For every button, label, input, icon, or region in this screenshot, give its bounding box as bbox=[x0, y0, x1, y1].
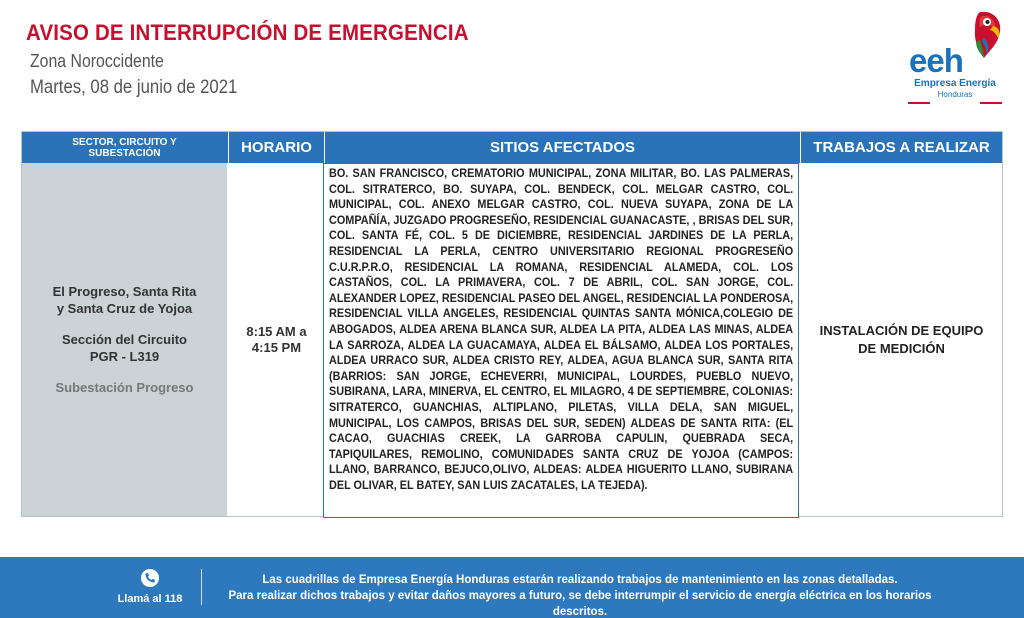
header-sites: SITIOS AFECTADOS bbox=[489, 139, 635, 156]
footer-message-line-2: Para realizar dichos trabajos y evitar daños mayores a futuro, se debe interrumpir el servicio de energía eléctrica en los horarios descritos. bbox=[228, 590, 932, 618]
footer-message bbox=[210, 572, 950, 618]
logo-country-name: Honduras bbox=[937, 90, 973, 99]
work-cell bbox=[801, 163, 1002, 516]
call-label: Llamá al 118 bbox=[117, 593, 183, 605]
footer-message-line-1: Las cuadrillas de Empresa Energía Honduras estarán realizando trabajos de mantenimiento en las zonas detalladas. bbox=[262, 574, 898, 586]
logo-company-name: Empresa Energía bbox=[914, 78, 996, 89]
sector-line-2: y Santa Cruz de Yojoa bbox=[56, 301, 193, 316]
header-work: TRABAJOS A REALIZAR bbox=[813, 139, 990, 156]
logo-underline-left bbox=[908, 102, 930, 104]
schedule-cell bbox=[229, 163, 324, 516]
section-line-1: Sección del Circuito bbox=[62, 332, 187, 347]
work-line-2: DE MEDICIÓN bbox=[858, 340, 945, 356]
sites-text: BO. SAN FRANCISCO, CREMATORIO MUNICIPAL, ZONA MILITAR, BO. LAS PALMERAS, COL. SITRATERCO, BO. SUYAPA, COL. BENDECK, COL. MELGAR CASTRO, COL. MUNICIPAL, COL. ANEXO MELGAR CASTRO, COL. NUEVA SUYAPA, ZONA DE LA COMPAÑÍA, JUZGADO PROGRESEÑO, RESIDENCIAL GUANACASTE, , BRISAS DEL SUR, COL. SANTA FÉ, COL. 5 DE DICIEMBRE, RESIDENCIAL JARDINES DE LA PERLA, RESIDENCIAL LA PERLA, CENTRO UNIVERSITARIO REGIONAL PROGRESEÑO C.U.R.P.R.O, RESIDENCIAL LA ROMANA, RESIDENCIAL ALAMEDA, COL. LOS CASTAÑOS, COL. LA PRIMAVERA, COL. 7 DE ABRIL, COL. SAN JORGE, COL. ALEXANDER LOPEZ, RESIDENCIAL PASEO DEL ANGEL, RESIDENCIAL LA PONDEROSA, RESIDENCIAL VILLA ANGELES, RESIDENCIAL QUINTAS SANTA MÓNICA,COLEGIO DE ABOGADOS, ALDEA ARENA BLANCA SUR, ALDEA LA PITA, ALDEA LAS MINAS, ALDEA LA SARROZA, ALDEA LA GUACAMAYA, ALDEA EL BÁLSAMO, ALDEA LOS PORTALES, ALDEA URRACO SUR, ALDEA CRISTO REY, ALDEA, AGUA BLANCA SUR, SANTA RITA (BARRIOS: SAN JORGE, ECHEVERRI, MUNICIPAL, LOURDES, PUEBLO NUEVO, SUBIRANA, LARA, MINERVA, EL CENTRO, EL MILAGRO, 4 DE SEPTIEMBRE, COLONIAS: SITRATERCO, GUANCHIAS, ALTIPLANO, PILETAS, VILLA DELA, SAN MIGUEL, MUNICIPAL, LOS CAMPOS, BRISAS DEL SUR, SEDEN) ALDEAS DE SANTA RITA: (EL CACAO, GUACHIAS CREEK, LA GARROBA CAPULIN, QUEBRADA SECA, TAPIQUILARES, REMOLINO, COMUNIDADES SANTA CRUZ DE YOJOA (CAMPOS: LLANO, BARRANCO, BEJUCO,OLIVO, ALDEAS: ALDEA HIGUERITO LLANO, SUBIRANA DEL OLIVAR, EL BATEY, SAN LUIS ZACATALES, LA TEJEDA). bbox=[329, 166, 794, 492]
eeh-logo bbox=[900, 10, 1010, 110]
schedule-end: 4:15 PM bbox=[251, 339, 302, 355]
work-line-1: INSTALACIÓN DE EQUIPO bbox=[819, 322, 984, 338]
date-subtitle: Martes, 08 de junio de 2021 bbox=[30, 77, 238, 98]
section-line-2: PGR - L319 bbox=[89, 349, 160, 364]
phone-icon bbox=[141, 569, 159, 587]
table-header bbox=[22, 132, 1002, 163]
substation-label: Subestación Progreso bbox=[55, 380, 194, 395]
footer-banner bbox=[0, 557, 1024, 618]
header-sector: SECTOR, CIRCUITO Y SUBESTACIÓN bbox=[72, 136, 177, 159]
schedule-start: 8:15 AM a bbox=[246, 323, 307, 339]
parrot-logo-icon bbox=[960, 10, 1002, 60]
footer-divider bbox=[201, 569, 202, 605]
outage-table bbox=[21, 131, 1003, 517]
sector-line-1: El Progreso, Santa Rita bbox=[52, 284, 197, 299]
sites-cell bbox=[323, 163, 799, 518]
header-schedule: HORARIO bbox=[241, 139, 312, 156]
logo-underline-right bbox=[980, 102, 1002, 104]
page-title: AVISO DE INTERRUPCIÓN DE EMERGENCIA bbox=[26, 20, 469, 45]
zone-subtitle: Zona Noroccidente bbox=[30, 51, 164, 71]
sector-cell bbox=[22, 163, 227, 516]
logo-text: eeh bbox=[909, 42, 963, 79]
